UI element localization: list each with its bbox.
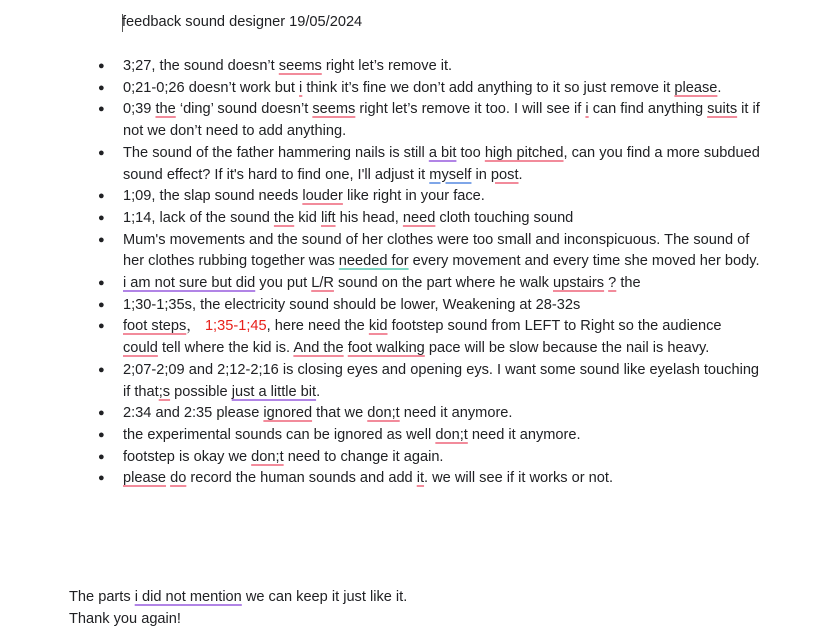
spellcheck-underlined-text[interactable]: it <box>416 470 425 487</box>
spellcheck-underlined-text[interactable]: suits <box>707 101 738 118</box>
text-run: need it anymore. <box>399 405 513 422</box>
text-run: sound on the part where he walk <box>333 275 553 292</box>
text-run: you put <box>255 275 312 292</box>
spellcheck-underlined-text[interactable]: need <box>402 209 436 226</box>
bullet-icon: ● <box>98 450 105 463</box>
closing-line-1[interactable] <box>69 586 769 608</box>
spellcheck-underlined-text[interactable]: do <box>170 470 187 487</box>
spellcheck-underlined-text[interactable]: seems <box>278 58 322 74</box>
text-run: , can you find a more subdued sound effect? If it's hard to find one, I'll adjust it <box>123 144 760 183</box>
feedback-item[interactable] <box>0 425 760 447</box>
spellcheck-underlined-text[interactable]: ignored <box>263 405 313 422</box>
text-run: possible <box>170 383 232 400</box>
bullet-icon: ● <box>98 363 105 376</box>
text-run: that we <box>312 405 368 422</box>
text-run: need it anymore. <box>467 426 581 443</box>
spellcheck-underlined-text[interactable]: L/R <box>311 275 334 292</box>
spellcheck-underlined-text[interactable]: i did not mention <box>134 589 242 605</box>
text-run: 1;09, the slap sound needs <box>123 188 303 205</box>
spellcheck-underlined-text[interactable]: foot walking <box>347 340 425 357</box>
spellcheck-underlined-text[interactable]: upstairs <box>552 275 605 292</box>
text-run: . <box>316 383 321 400</box>
feedback-item[interactable] <box>0 447 760 469</box>
feedback-item[interactable] <box>0 316 760 359</box>
feedback-item[interactable] <box>0 273 760 295</box>
bullet-icon: ● <box>98 320 105 333</box>
feedback-item[interactable] <box>0 186 760 208</box>
bullet-icon: ● <box>98 103 105 116</box>
text-run: ， <box>186 318 205 335</box>
bullet-icon: ● <box>98 277 105 290</box>
text-run: 0;39 <box>123 101 156 118</box>
text-run: kid <box>294 209 321 226</box>
spellcheck-underlined-text[interactable]: high pitched <box>484 144 564 161</box>
spellcheck-underlined-text[interactable]: ? <box>608 275 617 292</box>
spellcheck-underlined-text[interactable]: i am not sure but did <box>123 275 256 292</box>
spellcheck-underlined-text[interactable]: i <box>299 79 303 96</box>
text-run: tell where the kid is. <box>157 340 294 357</box>
text-run: the experimental sounds can be ignored as well <box>123 426 436 443</box>
feedback-item[interactable] <box>0 403 760 425</box>
feedback-item[interactable] <box>0 468 760 490</box>
text-run: pace will be slow because the nail is heavy. <box>424 340 710 357</box>
text-run: his head, <box>335 209 403 226</box>
text-run: it if not we don’t need to add anything. <box>123 101 760 140</box>
document-title[interactable]: feedback sound designer 19/05/2024 <box>122 14 363 30</box>
text-run: right let’s remove it. <box>321 58 453 74</box>
text-run: ‘ding’ sound doesn’t <box>175 101 313 118</box>
text-run: , here need the <box>266 318 369 335</box>
text-run: we can keep it just like it. <box>241 589 408 605</box>
feedback-item[interactable] <box>0 230 760 273</box>
text-run: The parts <box>69 589 135 605</box>
spellcheck-underlined-text[interactable]: foot steps <box>123 318 187 335</box>
feedback-item[interactable] <box>0 295 760 317</box>
text-run: 2;07-2;09 and 2;12-2;16 is closing eyes and opening eys. I want some sound like eyelash touching if that <box>123 361 760 400</box>
feedback-item[interactable] <box>0 360 760 403</box>
text-run: the <box>616 275 641 292</box>
spellcheck-underlined-text[interactable]: please <box>674 79 718 96</box>
bullet-icon: ● <box>98 428 105 441</box>
text-run: like right in your face. <box>342 188 485 205</box>
red-timestamp-text: 1;35-1;45 <box>204 318 267 335</box>
spellcheck-underlined-text[interactable]: i <box>585 101 589 118</box>
spellcheck-underlined-text[interactable]: a bit <box>428 144 457 161</box>
spellcheck-underlined-text[interactable]: And the <box>293 340 344 357</box>
feedback-list <box>0 56 760 490</box>
text-run: in <box>471 166 491 183</box>
text-run: 0;21-0;26 doesn’t work but <box>123 79 300 96</box>
text-run: footstep is okay we <box>123 448 252 465</box>
spellcheck-underlined-text[interactable]: don;t <box>251 448 284 465</box>
text-run: 2:34 and 2:35 please <box>123 405 264 422</box>
spellcheck-underlined-text[interactable]: lift <box>320 209 336 226</box>
spellcheck-underlined-text[interactable]: please <box>123 470 167 487</box>
spellcheck-underlined-text[interactable]: needed for <box>338 253 409 270</box>
text-run: can find anything <box>588 101 708 118</box>
feedback-item[interactable] <box>0 99 760 142</box>
bullet-icon: ● <box>98 146 105 159</box>
text-run: . <box>518 166 523 183</box>
bullet-icon: ● <box>98 81 105 94</box>
feedback-item[interactable] <box>0 78 760 100</box>
text-run: need to change it again. <box>283 448 444 465</box>
spellcheck-underlined-text[interactable]: don;t <box>367 405 400 422</box>
feedback-item[interactable] <box>0 143 760 186</box>
closing-line-2[interactable]: Thank you again! <box>69 611 181 627</box>
text-run: 1;30-1;35s, the electricity sound should be lower, Weakening at 28-32s <box>123 296 581 313</box>
spellcheck-underlined-text[interactable]: louder <box>302 188 343 205</box>
spellcheck-underlined-text[interactable]: the <box>155 101 176 118</box>
text-run: every movement and every time she moved her body. <box>408 253 760 270</box>
bullet-icon: ● <box>98 472 105 485</box>
spellcheck-underlined-text[interactable]: ;s <box>158 383 171 400</box>
spellcheck-underlined-text[interactable]: myself <box>429 166 472 183</box>
spellcheck-underlined-text[interactable]: seems <box>312 101 356 118</box>
text-run: record the human sounds and add <box>186 470 417 487</box>
bullet-icon: ● <box>98 60 105 72</box>
spellcheck-underlined-text[interactable]: could <box>123 340 158 357</box>
spellcheck-underlined-text[interactable]: just a little bit <box>231 383 317 400</box>
spellcheck-underlined-text[interactable]: post <box>490 166 519 183</box>
spellcheck-underlined-text[interactable]: kid <box>368 318 388 335</box>
feedback-item[interactable] <box>0 56 760 78</box>
bullet-icon: ● <box>98 407 105 420</box>
bullet-icon: ● <box>98 211 105 224</box>
text-run: too <box>456 144 485 161</box>
spellcheck-underlined-text[interactable]: the <box>273 209 295 226</box>
text-run: . we will see if it works or not. <box>424 470 613 487</box>
text-run: 1;14, lack of the sound <box>123 209 274 226</box>
spellcheck-underlined-text[interactable]: don;t <box>435 426 468 443</box>
text-run: The sound of the father hammering nails is still <box>123 144 429 161</box>
bullet-icon: ● <box>98 190 105 203</box>
closing-text <box>69 586 769 630</box>
bullet-icon: ● <box>98 298 105 311</box>
text-run: Mum's movements and the sound of her clothes were too small and inconspicuous. The sound of her clothes rubbing together was <box>123 231 750 270</box>
text-run: . <box>717 79 722 96</box>
text-run: think it’s fine we don’t add anything to it so just remove it <box>302 79 675 96</box>
text-run: cloth touching sound <box>435 209 574 226</box>
text-run: 3;27, the sound doesn’t <box>123 58 279 74</box>
text-run: footstep sound from LEFT to Right so the audience <box>387 318 722 335</box>
text-run: right let’s remove it too. I will see if <box>355 101 586 118</box>
feedback-item[interactable] <box>0 208 760 230</box>
bullet-icon: ● <box>98 233 105 246</box>
